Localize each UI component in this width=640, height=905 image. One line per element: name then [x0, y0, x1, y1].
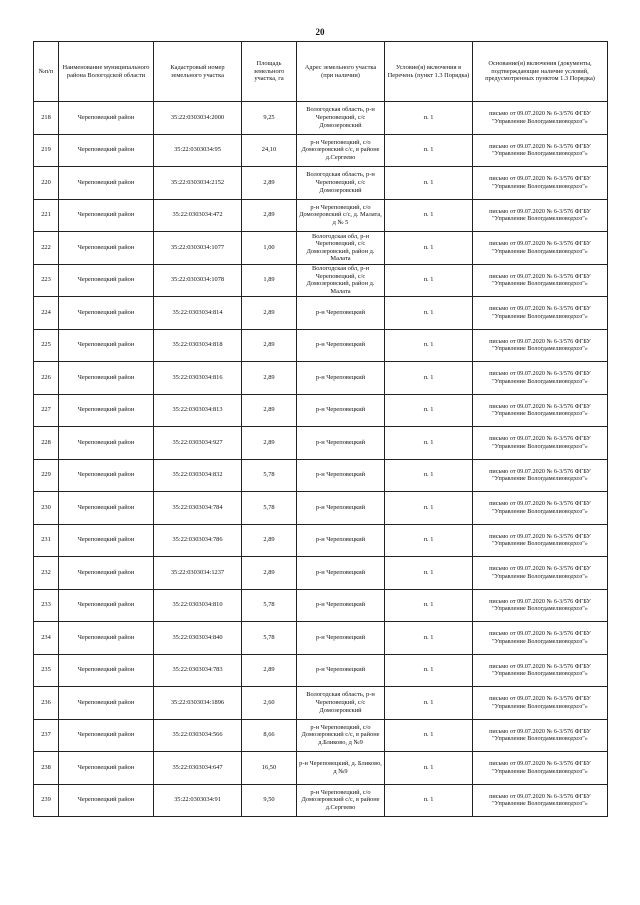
address-cell: Вологодская обл, р-н Череповецкий, с/с Домозеровский, район д. Малата — [297, 264, 385, 297]
basis-cell: письмо от 09.07.2020 № 6-3/576 ФГБУ "Управление Вологдамелиоводхоз"» — [473, 687, 608, 720]
header-basis: Основание(я) включения (документы, подтверждающие наличие условий, предусмотренных пунктом 1.3 Порядка) — [473, 42, 608, 102]
area-cell: 2,89 — [242, 362, 297, 395]
cadastral-number-cell: 35:22:0303034:1237 — [154, 557, 242, 590]
header-condition: Условие(я) включения в Перечень (пункт 1.3 Порядка) — [385, 42, 473, 102]
row-number: 229 — [34, 459, 59, 492]
basis-cell: письмо от 09.07.2020 № 6-3/576 ФГБУ "Управление Вологдамелиоводхоз"» — [473, 427, 608, 460]
district-cell: Череповецкий район — [59, 719, 154, 752]
address-cell: р-н Череповецкий — [297, 492, 385, 525]
basis-cell: письмо от 09.07.2020 № 6-3/576 ФГБУ "Управление Вологдамелиоводхоз"» — [473, 719, 608, 752]
row-number: 224 — [34, 297, 59, 330]
condition-cell: п. 1 — [385, 427, 473, 460]
condition-cell: п. 1 — [385, 687, 473, 720]
table-row — [34, 622, 608, 655]
area-cell: 2,89 — [242, 427, 297, 460]
address-cell: Вологодская обл, р-н Череповецкий, с/с Домозеровский, район д. Малата — [297, 232, 385, 265]
header-number: №п/п — [34, 42, 59, 102]
row-number: 230 — [34, 492, 59, 525]
condition-cell: п. 1 — [385, 557, 473, 590]
district-cell: Череповецкий район — [59, 687, 154, 720]
table-row — [34, 687, 608, 720]
district-cell: Череповецкий район — [59, 784, 154, 817]
table-row — [34, 719, 608, 752]
area-cell: 5,78 — [242, 589, 297, 622]
table-row — [34, 654, 608, 687]
address-cell: р-н Череповецкий — [297, 654, 385, 687]
cadastral-number-cell: 35:22:0303034:2000 — [154, 102, 242, 135]
area-cell: 5,78 — [242, 492, 297, 525]
cadastral-number-cell: 35:22:0303034:840 — [154, 622, 242, 655]
table-row — [34, 557, 608, 590]
area-cell: 1,00 — [242, 232, 297, 265]
area-cell: 2,89 — [242, 654, 297, 687]
basis-cell: письмо от 09.07.2020 № 6-3/576 ФГБУ "Управление Вологдамелиоводхоз"» — [473, 362, 608, 395]
area-cell: 2,89 — [242, 329, 297, 362]
district-cell: Череповецкий район — [59, 622, 154, 655]
district-cell: Череповецкий район — [59, 394, 154, 427]
cadastral-number-cell: 35:22:0303034:784 — [154, 492, 242, 525]
area-cell: 2,89 — [242, 394, 297, 427]
basis-cell: письмо от 09.07.2020 № 6-3/576 ФГБУ "Управление Вологдамелиоводхоз"» — [473, 297, 608, 330]
condition-cell: п. 1 — [385, 459, 473, 492]
basis-cell: письмо от 09.07.2020 № 6-3/576 ФГБУ "Управление Вологдамелиоводхоз"» — [473, 492, 608, 525]
address-cell: р-н Череповецкий — [297, 524, 385, 557]
basis-cell: письмо от 09.07.2020 № 6-3/576 ФГБУ "Управление Вологдамелиоводхоз"» — [473, 102, 608, 135]
district-cell: Череповецкий район — [59, 589, 154, 622]
table-row — [34, 362, 608, 395]
condition-cell: п. 1 — [385, 524, 473, 557]
district-cell: Череповецкий район — [59, 167, 154, 200]
address-cell: р-н Череповецкий — [297, 459, 385, 492]
cadastral-number-cell: 35:22:0303034:927 — [154, 427, 242, 460]
basis-cell: письмо от 09.07.2020 № 6-3/576 ФГБУ "Управление Вологдамелиоводхоз"» — [473, 459, 608, 492]
address-cell: р-н Череповецкий — [297, 427, 385, 460]
cadastral-number-cell: 35:22:0303034:814 — [154, 297, 242, 330]
district-cell: Череповецкий район — [59, 232, 154, 265]
basis-cell: письмо от 09.07.2020 № 6-3/576 ФГБУ "Управление Вологдамелиоводхоз"» — [473, 167, 608, 200]
table-row — [34, 232, 608, 265]
row-number: 226 — [34, 362, 59, 395]
page-number: 20 — [315, 27, 325, 37]
header-address: Адрес земельного участка (при наличии) — [297, 42, 385, 102]
cadastral-number-cell: 35:22:0303034:472 — [154, 199, 242, 232]
district-cell: Череповецкий район — [59, 362, 154, 395]
cadastral-number-cell: 35:22:0303034:818 — [154, 329, 242, 362]
address-cell: р-н Череповецкий, с/о Домозеровский с/с, д. Малата, д № 5 — [297, 199, 385, 232]
cadastral-number-cell: 35:22:0303034:566 — [154, 719, 242, 752]
row-number: 239 — [34, 784, 59, 817]
area-cell: 2,89 — [242, 199, 297, 232]
area-cell: 16,50 — [242, 752, 297, 785]
address-cell: р-н Череповецкий, с/о Домозеровский с/с, в районе д.Сергеево — [297, 134, 385, 167]
row-number: 232 — [34, 557, 59, 590]
address-cell: р-н Череповецкий — [297, 557, 385, 590]
area-cell: 2,89 — [242, 557, 297, 590]
area-cell: 2,89 — [242, 167, 297, 200]
basis-cell: письмо от 09.07.2020 № 6-3/576 ФГБУ "Управление Вологдамелиоводхоз"» — [473, 589, 608, 622]
area-cell: 24,10 — [242, 134, 297, 167]
table-row — [34, 329, 608, 362]
row-number: 228 — [34, 427, 59, 460]
condition-cell: п. 1 — [385, 232, 473, 265]
area-cell: 9,50 — [242, 784, 297, 817]
header-area: Площадь земельного участка, га — [242, 42, 297, 102]
table-header-row — [34, 42, 608, 102]
area-cell: 1,89 — [242, 264, 297, 297]
row-number: 218 — [34, 102, 59, 135]
address-cell: р-н Череповецкий, с/о Домозеровский с/с, в районе д.Сергеево — [297, 784, 385, 817]
basis-cell: письмо от 09.07.2020 № 6-3/576 ФГБУ "Управление Вологдамелиоводхоз"» — [473, 752, 608, 785]
row-number: 233 — [34, 589, 59, 622]
condition-cell: п. 1 — [385, 264, 473, 297]
address-cell: р-н Череповецкий — [297, 622, 385, 655]
row-number: 238 — [34, 752, 59, 785]
area-cell: 9,25 — [242, 102, 297, 135]
land-plots-table — [33, 41, 608, 817]
district-cell: Череповецкий район — [59, 329, 154, 362]
row-number: 227 — [34, 394, 59, 427]
condition-cell: п. 1 — [385, 199, 473, 232]
table-row — [34, 784, 608, 817]
condition-cell: п. 1 — [385, 329, 473, 362]
condition-cell: п. 1 — [385, 752, 473, 785]
basis-cell: письмо от 09.07.2020 № 6-3/576 ФГБУ "Управление Вологдамелиоводхоз"» — [473, 394, 608, 427]
row-number: 235 — [34, 654, 59, 687]
basis-cell: письмо от 09.07.2020 № 6-3/576 ФГБУ "Управление Вологдамелиоводхоз"» — [473, 199, 608, 232]
address-cell: р-н Череповецкий — [297, 589, 385, 622]
condition-cell: п. 1 — [385, 719, 473, 752]
district-cell: Череповецкий район — [59, 199, 154, 232]
table-row — [34, 524, 608, 557]
table-row — [34, 589, 608, 622]
condition-cell: п. 1 — [385, 134, 473, 167]
table-row — [34, 297, 608, 330]
row-number: 225 — [34, 329, 59, 362]
address-cell: Вологодская область, р-н Череповецкий, с/с Домозеровский — [297, 687, 385, 720]
condition-cell: п. 1 — [385, 394, 473, 427]
address-cell: р-н Череповецкий — [297, 362, 385, 395]
address-cell: р-н Череповецкий, д. Бликово, д №9 — [297, 752, 385, 785]
table-row — [34, 264, 608, 297]
cadastral-number-cell: 35:22:0303034:1077 — [154, 232, 242, 265]
basis-cell: письмо от 09.07.2020 № 6-3/576 ФГБУ "Управление Вологдамелиоводхоз"» — [473, 134, 608, 167]
basis-cell: письмо от 09.07.2020 № 6-3/576 ФГБУ "Управление Вологдамелиоводхоз"» — [473, 232, 608, 265]
address-cell: р-н Череповецкий — [297, 329, 385, 362]
district-cell: Череповецкий район — [59, 102, 154, 135]
address-cell: р-н Череповецкий, с/о Домозеровский с/с, в районе д.Бликово, д №9 — [297, 719, 385, 752]
district-cell: Череповецкий район — [59, 654, 154, 687]
area-cell: 2,89 — [242, 524, 297, 557]
area-cell: 5,78 — [242, 459, 297, 492]
cadastral-number-cell: 35:22:0303034:647 — [154, 752, 242, 785]
row-number: 231 — [34, 524, 59, 557]
header-cadastral: Кадастровый номер земельного участка — [154, 42, 242, 102]
row-number: 221 — [34, 199, 59, 232]
cadastral-number-cell: 35:22:0303034:95 — [154, 134, 242, 167]
cadastral-number-cell: 35:22:0303034:832 — [154, 459, 242, 492]
condition-cell: п. 1 — [385, 492, 473, 525]
district-cell: Череповецкий район — [59, 297, 154, 330]
table-body — [34, 102, 608, 817]
basis-cell: письмо от 09.07.2020 № 6-3/576 ФГБУ "Управление Вологдамелиоводхоз"» — [473, 329, 608, 362]
district-cell: Череповецкий район — [59, 492, 154, 525]
header-district: Наименование муниципального района Вологодской области — [59, 42, 154, 102]
address-cell: Вологодская область, р-н Череповецкий, с/с Домозеровский — [297, 102, 385, 135]
table-row — [34, 427, 608, 460]
address-cell: р-н Череповецкий — [297, 394, 385, 427]
row-number: 223 — [34, 264, 59, 297]
row-number: 237 — [34, 719, 59, 752]
table-row — [34, 102, 608, 135]
cadastral-number-cell: 35:22:0303034:1078 — [154, 264, 242, 297]
address-cell: Вологодская область, р-н Череповецкий, с/с Домозеровский — [297, 167, 385, 200]
condition-cell: п. 1 — [385, 297, 473, 330]
cadastral-number-cell: 35:22:0303034:813 — [154, 394, 242, 427]
basis-cell: письмо от 09.07.2020 № 6-3/576 ФГБУ "Управление Вологдамелиоводхоз"» — [473, 622, 608, 655]
address-cell: р-н Череповецкий — [297, 297, 385, 330]
cadastral-number-cell: 35:22:0303034:810 — [154, 589, 242, 622]
table-row — [34, 752, 608, 785]
row-number: 219 — [34, 134, 59, 167]
area-cell: 2,60 — [242, 687, 297, 720]
basis-cell: письмо от 09.07.2020 № 6-3/576 ФГБУ "Управление Вологдамелиоводхоз"» — [473, 557, 608, 590]
cadastral-number-cell: 35:22:0303034:783 — [154, 654, 242, 687]
basis-cell: письмо от 09.07.2020 № 6-3/576 ФГБУ "Управление Вологдамелиоводхоз"» — [473, 264, 608, 297]
table-row — [34, 167, 608, 200]
row-number: 222 — [34, 232, 59, 265]
district-cell: Череповецкий район — [59, 524, 154, 557]
table-row — [34, 134, 608, 167]
basis-cell: письмо от 09.07.2020 № 6-3/576 ФГБУ "Управление Вологдамелиоводхоз"» — [473, 524, 608, 557]
condition-cell: п. 1 — [385, 362, 473, 395]
condition-cell: п. 1 — [385, 654, 473, 687]
table-row — [34, 394, 608, 427]
basis-cell: письмо от 09.07.2020 № 6-3/576 ФГБУ "Управление Вологдамелиоводхоз"» — [473, 654, 608, 687]
cadastral-number-cell: 35:22:0303034:786 — [154, 524, 242, 557]
condition-cell: п. 1 — [385, 622, 473, 655]
district-cell: Череповецкий район — [59, 752, 154, 785]
cadastral-number-cell: 35:22:0303034:816 — [154, 362, 242, 395]
district-cell: Череповецкий район — [59, 264, 154, 297]
district-cell: Череповецкий район — [59, 427, 154, 460]
cadastral-number-cell: 35:22:0303034:1896 — [154, 687, 242, 720]
area-cell: 8,66 — [242, 719, 297, 752]
district-cell: Череповецкий район — [59, 557, 154, 590]
area-cell: 5,78 — [242, 622, 297, 655]
district-cell: Череповецкий район — [59, 459, 154, 492]
cadastral-number-cell: 35:22:0303034:91 — [154, 784, 242, 817]
basis-cell: письмо от 09.07.2020 № 6-3/576 ФГБУ "Управление Вологдамелиоводхоз"» — [473, 784, 608, 817]
row-number: 220 — [34, 167, 59, 200]
cadastral-number-cell: 35:22:0303034:2152 — [154, 167, 242, 200]
area-cell: 2,89 — [242, 297, 297, 330]
table-row — [34, 459, 608, 492]
row-number: 236 — [34, 687, 59, 720]
condition-cell: п. 1 — [385, 589, 473, 622]
condition-cell: п. 1 — [385, 784, 473, 817]
row-number: 234 — [34, 622, 59, 655]
condition-cell: п. 1 — [385, 102, 473, 135]
table-row — [34, 199, 608, 232]
table-row — [34, 492, 608, 525]
district-cell: Череповецкий район — [59, 134, 154, 167]
condition-cell: п. 1 — [385, 167, 473, 200]
